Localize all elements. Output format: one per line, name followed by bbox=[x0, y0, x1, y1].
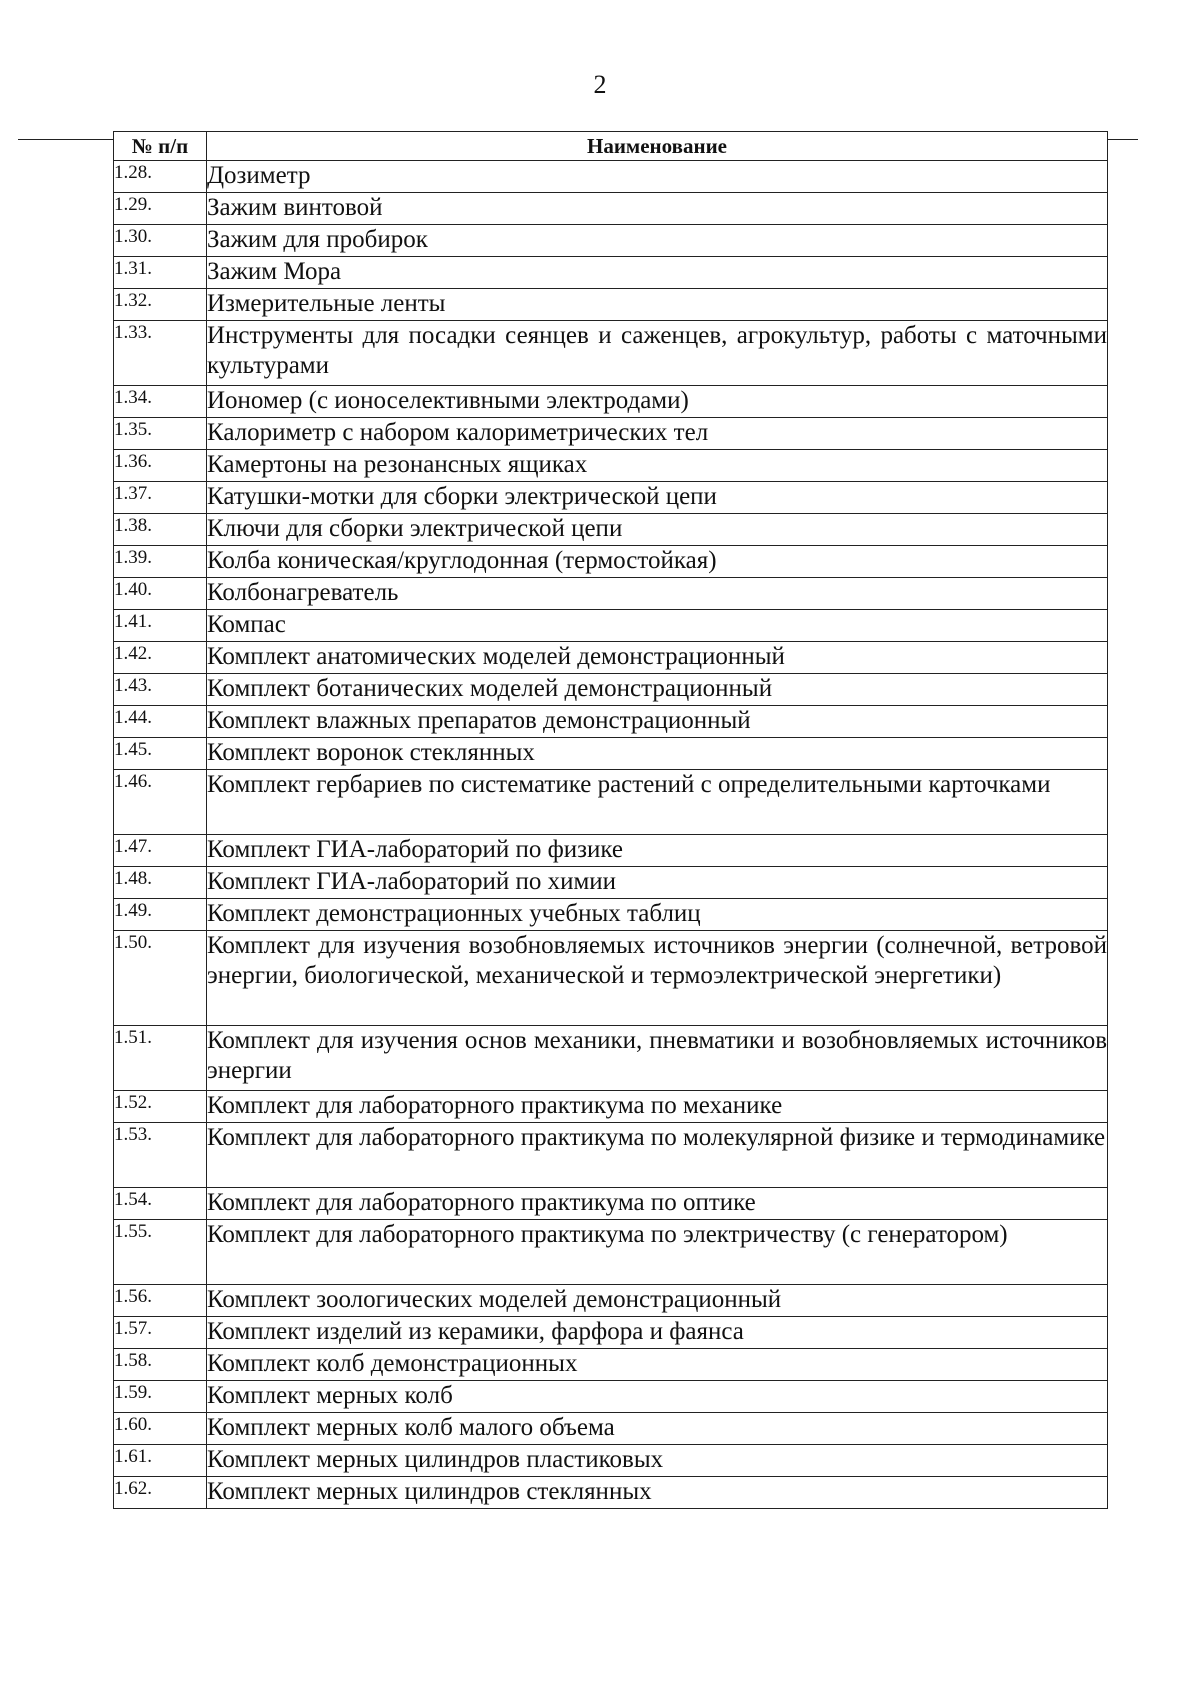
row-item-name: Комплект воронок стеклянных bbox=[207, 738, 1108, 770]
row-item-name: Комплект для лабораторного практикума по электричеству (с генератором) bbox=[207, 1220, 1108, 1285]
row-item-name: Камертоны на резонансных ящиках bbox=[207, 450, 1108, 482]
table-row bbox=[114, 386, 1108, 418]
table-row bbox=[114, 610, 1108, 642]
row-item-name: Комплект ГИА-лабораторий по химии bbox=[207, 867, 1108, 899]
table-row bbox=[114, 1123, 1108, 1188]
row-item-name: Комплект мерных колб bbox=[207, 1381, 1108, 1413]
row-number: 1.29. bbox=[114, 193, 207, 225]
row-number: 1.61. bbox=[114, 1445, 207, 1477]
column-header-num: № п/п bbox=[114, 132, 207, 161]
row-number: 1.62. bbox=[114, 1477, 207, 1509]
row-number: 1.44. bbox=[114, 706, 207, 738]
row-item-name: Комплект для лабораторного практикума по оптике bbox=[207, 1188, 1108, 1220]
row-item-name: Зажим Мора bbox=[207, 257, 1108, 289]
table-row bbox=[114, 546, 1108, 578]
table-row bbox=[114, 1188, 1108, 1220]
table-row bbox=[114, 161, 1108, 193]
row-item-name: Измерительные ленты bbox=[207, 289, 1108, 321]
table-row bbox=[114, 514, 1108, 546]
row-item-name: Компас bbox=[207, 610, 1108, 642]
table-row bbox=[114, 738, 1108, 770]
row-number: 1.28. bbox=[114, 161, 207, 193]
row-number: 1.56. bbox=[114, 1285, 207, 1317]
page-number: 2 bbox=[593, 70, 607, 99]
table-row bbox=[114, 257, 1108, 289]
row-item-name: Комплект изделий из керамики, фарфора и фаянса bbox=[207, 1317, 1108, 1349]
row-item-name: Комплект гербариев по систематике растений с определительными карточками bbox=[207, 770, 1108, 835]
table-row bbox=[114, 899, 1108, 931]
row-number: 1.31. bbox=[114, 257, 207, 289]
table-row bbox=[114, 418, 1108, 450]
row-number: 1.36. bbox=[114, 450, 207, 482]
row-number: 1.60. bbox=[114, 1413, 207, 1445]
table-row bbox=[114, 642, 1108, 674]
row-item-name: Катушки-мотки для сборки электрической цепи bbox=[207, 482, 1108, 514]
table-row bbox=[114, 1091, 1108, 1123]
row-number: 1.33. bbox=[114, 321, 207, 386]
row-item-name: Комплект влажных препаратов демонстрационный bbox=[207, 706, 1108, 738]
table-row bbox=[114, 578, 1108, 610]
table-row bbox=[114, 674, 1108, 706]
row-item-name: Комплект анатомических моделей демонстрационный bbox=[207, 642, 1108, 674]
table-row bbox=[114, 867, 1108, 899]
table-row bbox=[114, 289, 1108, 321]
table-row bbox=[114, 1285, 1108, 1317]
scan-rule-right bbox=[1108, 139, 1138, 140]
row-item-name: Комплект мерных цилиндров стеклянных bbox=[207, 1477, 1108, 1509]
row-number: 1.37. bbox=[114, 482, 207, 514]
row-item-name: Комплект колб демонстрационных bbox=[207, 1349, 1108, 1381]
row-item-name: Комплект демонстрационных учебных таблиц bbox=[207, 899, 1108, 931]
row-number: 1.53. bbox=[114, 1123, 207, 1188]
row-number: 1.41. bbox=[114, 610, 207, 642]
row-number: 1.55. bbox=[114, 1220, 207, 1285]
row-number: 1.40. bbox=[114, 578, 207, 610]
row-item-name: Инструменты для посадки сеянцев и саженцев, агрокультур, работы с маточными культурами bbox=[207, 321, 1108, 386]
row-number: 1.42. bbox=[114, 642, 207, 674]
row-number: 1.32. bbox=[114, 289, 207, 321]
row-item-name: Зажим для пробирок bbox=[207, 225, 1108, 257]
table-row bbox=[114, 450, 1108, 482]
row-number: 1.50. bbox=[114, 931, 207, 1026]
row-item-name: Комплект мерных колб малого объема bbox=[207, 1413, 1108, 1445]
table-row bbox=[114, 193, 1108, 225]
table-row bbox=[114, 1381, 1108, 1413]
table-row bbox=[114, 1349, 1108, 1381]
row-item-name: Комплект для изучения основ механики, пневматики и возобновляемых источников энергии bbox=[207, 1026, 1108, 1091]
row-number: 1.30. bbox=[114, 225, 207, 257]
row-number: 1.39. bbox=[114, 546, 207, 578]
table-row bbox=[114, 1317, 1108, 1349]
row-number: 1.52. bbox=[114, 1091, 207, 1123]
table-row bbox=[114, 1026, 1108, 1091]
table-row bbox=[114, 1220, 1108, 1285]
row-number: 1.43. bbox=[114, 674, 207, 706]
table-row bbox=[114, 706, 1108, 738]
row-number: 1.54. bbox=[114, 1188, 207, 1220]
equipment-table bbox=[113, 131, 1108, 1509]
table-row bbox=[114, 225, 1108, 257]
row-number: 1.34. bbox=[114, 386, 207, 418]
table-row bbox=[114, 1477, 1108, 1509]
row-item-name: Колбонагреватель bbox=[207, 578, 1108, 610]
row-item-name: Комплект ГИА-лабораторий по физике bbox=[207, 835, 1108, 867]
row-item-name: Комплект зоологических моделей демонстрационный bbox=[207, 1285, 1108, 1317]
row-number: 1.57. bbox=[114, 1317, 207, 1349]
row-item-name: Ключи для сборки электрической цепи bbox=[207, 514, 1108, 546]
table-header-row bbox=[114, 132, 1108, 161]
table-row bbox=[114, 1445, 1108, 1477]
row-number: 1.58. bbox=[114, 1349, 207, 1381]
row-number: 1.45. bbox=[114, 738, 207, 770]
row-item-name: Иономер (с ионоселективными электродами) bbox=[207, 386, 1108, 418]
row-item-name: Комплект мерных цилиндров пластиковых bbox=[207, 1445, 1108, 1477]
row-number: 1.38. bbox=[114, 514, 207, 546]
table-row bbox=[114, 482, 1108, 514]
row-number: 1.46. bbox=[114, 770, 207, 835]
row-item-name: Зажим винтовой bbox=[207, 193, 1108, 225]
row-number: 1.48. bbox=[114, 867, 207, 899]
row-item-name: Комплект для лабораторного практикума по механике bbox=[207, 1091, 1108, 1123]
table-row bbox=[114, 321, 1108, 386]
column-header-name: Наименование bbox=[207, 132, 1108, 161]
row-item-name: Калориметр с набором калориметрических тел bbox=[207, 418, 1108, 450]
row-number: 1.59. bbox=[114, 1381, 207, 1413]
row-number: 1.35. bbox=[114, 418, 207, 450]
scan-rule-left bbox=[18, 139, 113, 140]
row-item-name: Дозиметр bbox=[207, 161, 1108, 193]
row-number: 1.47. bbox=[114, 835, 207, 867]
table-row bbox=[114, 1413, 1108, 1445]
row-number: 1.51. bbox=[114, 1026, 207, 1091]
table-row bbox=[114, 931, 1108, 1026]
row-item-name: Комплект для лабораторного практикума по молекулярной физике и термодинамике bbox=[207, 1123, 1108, 1188]
row-item-name: Колба коническая/круглодонная (термостойкая) bbox=[207, 546, 1108, 578]
row-item-name: Комплект для изучения возобновляемых источников энергии (солнечной, ветровой энергии, биологической, механической и термоэлектрической энергетики) bbox=[207, 931, 1108, 1026]
row-number: 1.49. bbox=[114, 899, 207, 931]
table-row bbox=[114, 770, 1108, 835]
table-body bbox=[114, 161, 1108, 1509]
row-item-name: Комплект ботанических моделей демонстрационный bbox=[207, 674, 1108, 706]
table-row bbox=[114, 835, 1108, 867]
